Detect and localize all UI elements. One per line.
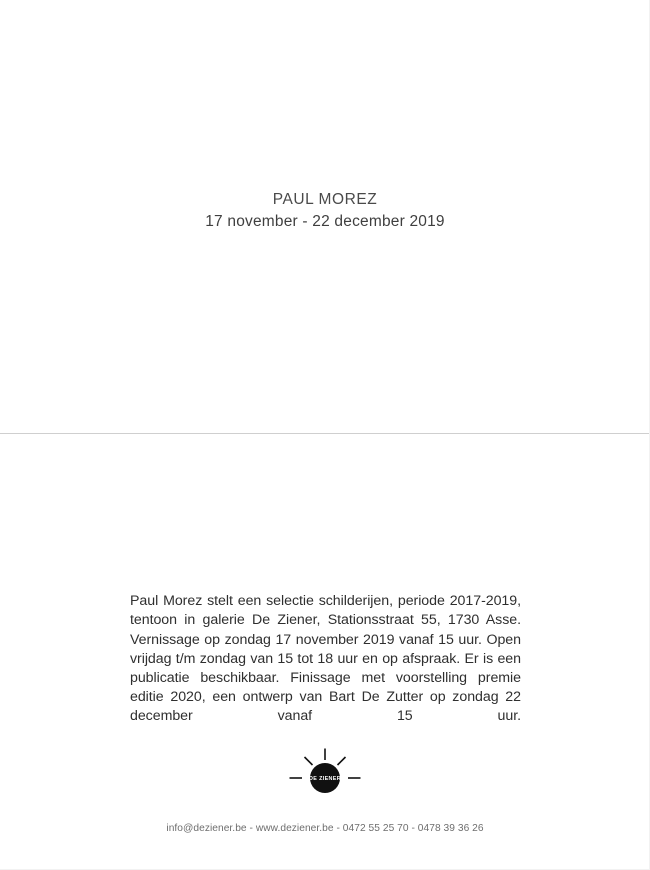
- exhibition-description: Paul Morez stelt een selectie schilderijen, periode 2017-2019, tentoon in galerie De Ziener, Stationsstraat 55, 1730 Asse. Vernissage op zondag 17 november 2019 vanaf 15 uur. Open vrijdag t/m zondag van 15 tot 18 uur en op afspraak. Er is een publicatie beschikbaar. Finissage met voorstelling premie editie 2020, een ontwerp van Bart De Zutter op zondag 22 december vanaf 15 uur.: [130, 593, 521, 725]
- artist-name: PAUL MOREZ: [272, 191, 378, 208]
- ray-upper-left: [305, 757, 313, 765]
- title-panel: [0, 0, 650, 434]
- logo-wordmark: DE ZIENER: [309, 776, 341, 783]
- sun-logo-icon: [287, 747, 363, 803]
- exhibition-dates: 17 november - 22 december 2019: [205, 213, 445, 230]
- ray-upper-right: [338, 757, 346, 765]
- title-block: [0, 190, 650, 233]
- details-panel: [0, 434, 650, 870]
- logo-container: [0, 744, 650, 806]
- de-ziener-logo: [287, 747, 363, 803]
- footer-contact-line: info@deziener.be - www.deziener.be - 0472 55 25 70 - 0478 39 36 26: [166, 823, 484, 834]
